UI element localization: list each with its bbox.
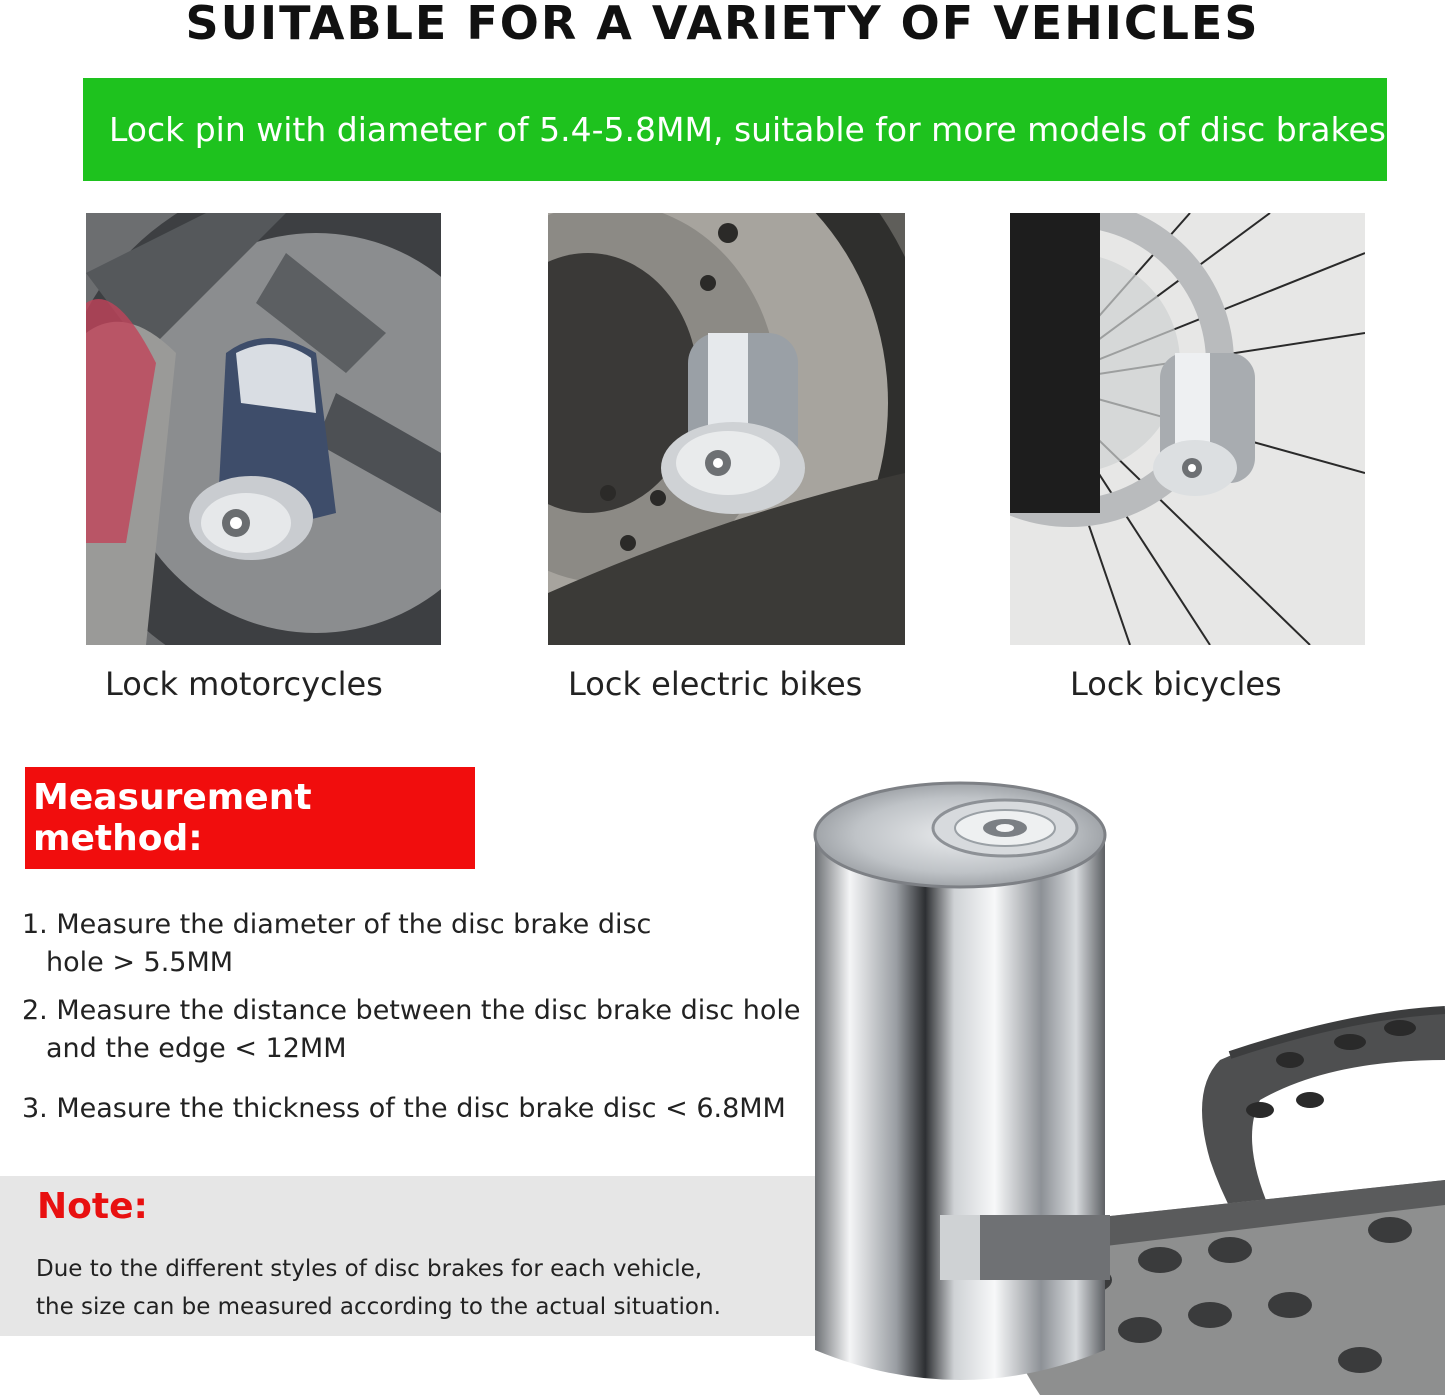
photo-electric-bike — [548, 213, 905, 645]
feature-banner — [83, 78, 1387, 181]
photo-motorcycle — [86, 213, 441, 645]
note-text — [36, 1250, 721, 1326]
disc-lock-illustration — [790, 760, 1445, 1395]
step-3-line-1: 3. Measure the thickness of the disc brake disc < 6.8MM — [22, 1093, 786, 1124]
photo-bicycle — [1010, 213, 1365, 645]
measurement-heading-box — [25, 767, 475, 869]
note-line-1: Due to the different styles of disc brakes for each vehicle, — [36, 1256, 703, 1282]
caption-motorcycles: Lock motorcycles — [105, 665, 383, 703]
feature-banner-text: Lock pin with diameter of 5.4-5.8MM, suitable for more models of disc brakes — [109, 110, 1386, 149]
step-2-line-2: and the edge < 12MM — [46, 1033, 347, 1064]
caption-bicycles: Lock bicycles — [1070, 665, 1282, 703]
caption-electric-bikes: Lock electric bikes — [568, 665, 863, 703]
note-heading: Note: — [37, 1186, 148, 1227]
measurement-step-1 — [22, 906, 651, 982]
note-line-2: the size can be measured according to the actual situation. — [36, 1294, 721, 1320]
measurement-step-2 — [22, 992, 800, 1068]
step-1-line-2: hole > 5.5MM — [46, 947, 234, 978]
measurement-step-3 — [22, 1090, 786, 1128]
step-2-line-1: 2. Measure the distance between the disc brake disc hole — [22, 995, 801, 1026]
page-title: SUITABLE FOR A VARIETY OF VEHICLES — [185, 0, 1260, 50]
step-1-line-1: 1. Measure the diameter of the disc brake disc — [22, 909, 652, 940]
measurement-heading: Measurement method: — [33, 777, 312, 859]
